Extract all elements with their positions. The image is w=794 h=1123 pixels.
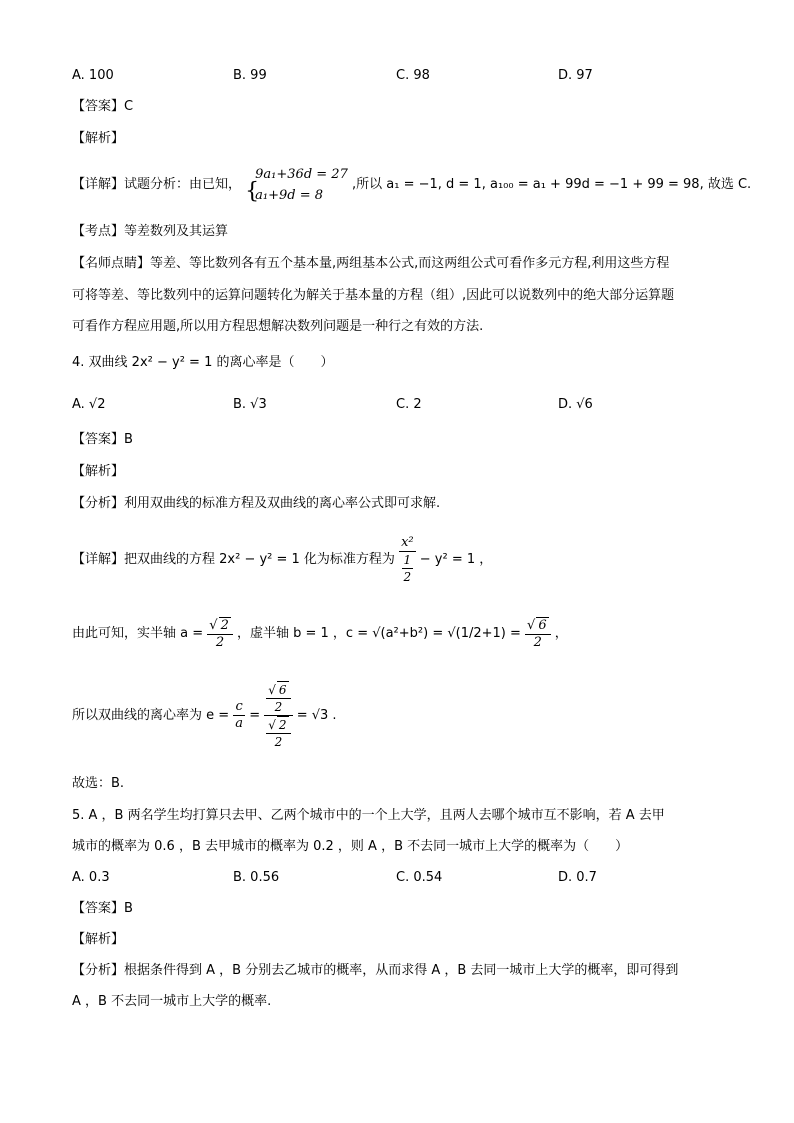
q4-line2-prefix: 由此可知，实半轴 a = [72, 626, 204, 641]
option-d: D. 97 [558, 68, 593, 83]
q4-detail-suffix: − y² = 1 ， [419, 552, 493, 567]
q5-option-d: D. 0.7 [558, 870, 597, 885]
teacher-note-2: 可将等差、等比数列中的运算问题转化为解关于基本量的方程（组）,因此可以说数列中的绝大部分运算题 [72, 288, 675, 303]
q4-option-a: A. √2 [72, 397, 106, 412]
q5-fenxi-1: 【分析】根据条件得到 A ，B 分别去乙城市的概率，从而求得 A ，B 去同一城市上大学的概率，即可得到 [72, 963, 679, 978]
analysis-label: 【解析】 [72, 131, 125, 146]
q4-option-d: D. √6 [558, 397, 593, 412]
detail-suffix: ,所以 a₁ = −1, d = 1, a₁₀₀ = a₁ + 99d = −1 + 99 = 98, 故选 C. [352, 177, 752, 192]
q4-analysis: 【解析】 [72, 464, 125, 479]
teacher-note-3: 可看作方程应用题,所以用方程思想解决数列问题是一种行之有效的方法. [72, 319, 484, 334]
question-5-line-2: 城市的概率为 0.6 ，B 去甲城市的概率为 0.2 ，则 A ，B 不去同一城市上大学的概率为（ ） [72, 839, 629, 854]
answer-label: 【答案】C [72, 99, 134, 114]
q4-option-b: B. √3 [233, 397, 267, 412]
equation-2: a₁+9d = 8 [255, 187, 324, 203]
q5-option-c: C. 0.54 [396, 870, 443, 885]
q4-option-c: C. 2 [396, 397, 422, 412]
q5-option-a: A. 0.3 [72, 870, 110, 885]
teacher-note-1: 【名师点睛】等差、等比数列各有五个基本量,两组基本公式,而这两组公式可看作多元方程,利用这些方程 [72, 256, 670, 271]
c-value-fraction: $\frac{√ 6}{2}$ [525, 617, 551, 651]
kaodian-line: 【考点】等差数列及其运算 [72, 224, 229, 239]
q5-option-b: B. 0.56 [233, 870, 280, 885]
question-4: 4. 双曲线 2x² − y² = 1 的离心率是（ ） [72, 355, 334, 370]
q4-detail [72, 530, 492, 590]
q5-fenxi-2: A ，B 不去同一城市上大学的概率. [72, 994, 272, 1009]
q5-answer: 【答案】B [72, 901, 133, 916]
q4-line3: 所以双曲线的离心率为 e = $\frac{c}{a}$ = $\frac{\frac{√ 6}{2}}{\frac{√ 2}{2}}$ = √3 . [72, 683, 337, 749]
option-b: B. 99 [233, 68, 267, 83]
detail-line [72, 163, 751, 207]
q4-line3-suffix: = √3 . [296, 708, 337, 723]
option-c: C. 98 [396, 68, 430, 83]
q4-detail-prefix: 【详解】把双曲线的方程 2x² − y² = 1 化为标准方程为 [72, 552, 395, 567]
equation-1: { 9a₁+36d = 27 [255, 166, 348, 182]
standard-form-fraction: $\frac{\text{x²}}{\frac{1}{2}}$ [401, 534, 414, 584]
equation-system [245, 164, 348, 206]
q4-line3-prefix: 所以双曲线的离心率为 e = [72, 708, 230, 723]
q4-line2-mid: ，虚半轴 b = 1 ，c = √(a²+b²) = √(1/2+1) = [236, 626, 521, 641]
option-a: A. 100 [72, 68, 114, 83]
q5-analysis: 【解析】 [72, 932, 125, 947]
question-5-line-1: 5. A ，B 两名学生均打算只去甲、乙两个城市中的一个上大学，且两人去哪个城市互不影响，若 A 去甲 [72, 808, 665, 823]
q4-conclusion: 故选：B. [72, 776, 125, 791]
eccentricity-fraction: $\frac{\frac{√ 6}{2}}{\frac{√ 2}{2}}$ [264, 681, 292, 750]
c-over-a: $\frac{c}{a}$ [235, 699, 244, 731]
q4-answer: 【答案】B [72, 432, 133, 447]
q4-line2: 由此可知，实半轴 a = $\frac{√ 2}{2}$ ，虚半轴 b = 1 ，c = √(a²+b²) = √(1/2+1) = $\frac{√ 6}{2}$ ， [72, 617, 568, 650]
q4-fenxi: 【分析】利用双曲线的标准方程及双曲线的离心率公式即可求解. [72, 496, 441, 511]
detail-prefix: 【详解】试题分析：由已知， [72, 177, 242, 192]
a-value-fraction: $\frac{√ 2}{2}$ [207, 617, 233, 651]
